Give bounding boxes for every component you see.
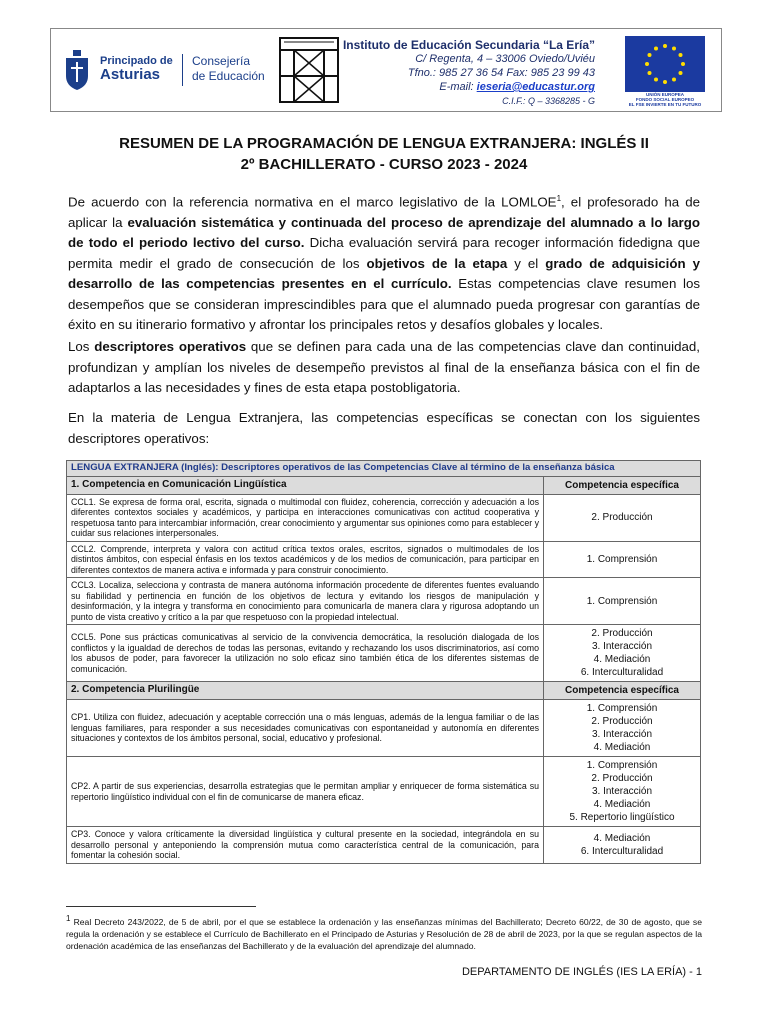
descriptor-cell xyxy=(67,625,544,682)
descriptor-cell xyxy=(67,700,544,757)
competencia-cell xyxy=(544,494,701,541)
table-row xyxy=(67,700,701,757)
descriptor-code: CCL3. xyxy=(71,580,96,590)
competencia-item: 4. Mediación xyxy=(593,799,651,810)
descriptor-cell xyxy=(67,541,544,578)
department-name: Consejería de Educación xyxy=(192,54,265,83)
descriptor-text: A partir de sus experiencias, desarrolla estrategias que le permitan ampliar y enriquecer de forma sistemática su repertorio lingüístico individual con el fin de comunicarse de manera eficaz. xyxy=(71,781,539,802)
competencia-item: 1. Comprensión xyxy=(586,703,658,714)
competencia-cell xyxy=(544,827,701,864)
table-row xyxy=(67,757,701,827)
descriptor-text: Localiza, selecciona y contrasta de manera autónoma información procedente de diferentes fuentes evaluando su fiabilidad y pertinencia en función de los objetivos de lectura y evitando los riesgos de manipulación y desinformación, y la integra y transforma en conocimiento para comunicarla de manera clara y rigurosa adoptando un punto de vista creativo y crítico a la par que respetuoso con la propiedad intelectual. xyxy=(71,580,539,622)
competencia-cell xyxy=(544,700,701,757)
descriptor-text: Se expresa de forma oral, escrita, signada o multimodal con fluidez, coherencia, corrección y adecuación a los diferentes contextos sociales y académicos, y participa en interacciones comunicativas con actitud cooperativa y respetuosa tanto para intercambiar información, crear conocimiento y argumentar sus opiniones como para establecer y cuidar sus relaciones interpersonales. xyxy=(71,496,539,538)
competencia-item: 3. Interacción xyxy=(591,729,653,740)
table-row xyxy=(67,578,701,625)
competencia-cell xyxy=(544,541,701,578)
competencia-cell xyxy=(544,578,701,625)
table-title: LENGUA EXTRANJERA (Inglés): Descriptores operativos de las Competencias Clave al término de la enseñanza básica xyxy=(67,461,701,477)
competencia-item: 1. Comprensión xyxy=(586,595,658,607)
column-header: Competencia específica xyxy=(544,682,701,700)
footnote-ref[interactable]: 1 xyxy=(556,194,562,203)
descriptor-code: CP2. xyxy=(71,781,91,791)
competencia-item: 2. Producción xyxy=(591,716,653,727)
school-address: C/ Regenta, 4 – 33006 Oviedo/Uviéu xyxy=(415,53,595,65)
descriptor-cell xyxy=(67,827,544,864)
table-title-row xyxy=(67,461,701,477)
table-row xyxy=(67,541,701,578)
descriptor-cell xyxy=(67,578,544,625)
eu-logo xyxy=(625,36,705,106)
descriptor-text: Conoce y valora críticamente la diversidad lingüística y cultural presente en la sociedad, integrándola en su desarrollo personal y anteponiendo la comprensión mutua como característica central de la comunicación, para fomentar la cohesión social. xyxy=(71,829,539,860)
descriptors-table xyxy=(66,460,701,864)
descriptor-code: CP1. xyxy=(71,712,91,723)
section-header-row xyxy=(67,682,701,700)
section-title-ccl: 1. Competencia en Comunicación Lingüística xyxy=(67,476,544,494)
asturias-crest-icon xyxy=(64,50,90,90)
school-info xyxy=(340,38,595,108)
asturias-logo xyxy=(64,48,272,94)
competencia-item: 1. Comprensión xyxy=(586,760,658,771)
competencia-item: 2. Producción xyxy=(591,628,653,639)
descriptor-text: Utiliza con fluidez, adecuación y aceptable corrección una o más lenguas, además de la lengua familiar o de las lenguas familiares, para responder a sus necesidades comunicativas con espontaneidad y autonomía en diferentes situaciones y contextos de los ámbitos personal, social, educativo y profesional. xyxy=(71,712,539,744)
competencia-cell xyxy=(544,625,701,682)
descriptor-cell xyxy=(67,494,544,541)
materia-paragraph: En la materia de Lengua Extranjera, las competencias específicas se conectan con los siguientes descriptores operativos: xyxy=(68,410,700,446)
competencia-item: 4. Mediación xyxy=(593,742,651,753)
table-row xyxy=(67,827,701,864)
school-name: Instituto de Educación Secundaria “La Ería” xyxy=(342,38,595,52)
competencia-item: 5. Repertorio lingüístico xyxy=(569,812,675,823)
page-footer: DEPARTAMENTO DE INGLÉS (IES LA ERÍA) - 1 xyxy=(461,966,702,978)
competencia-item: 4. Mediación xyxy=(593,832,651,844)
footnote-separator xyxy=(66,906,256,907)
intro-paragraph: De acuerdo con la referencia normativa en el marco legislativo de la LOMLOE$^1$, el profesorado ha de aplicar la evaluación sistemática y continuada del proceso de aprendizaje del alumnado a lo largo de todo el periodo lectivo del curso. Dicha evaluación servirá para recoger información fidedigna que permita medir el grado de consecución de los objetivos de la etapa y el grado de adquisición y desarrollo de las competencias presentes en el currículo. Estas competencias clave resumen los desempeños que se consideran imprescindibles para que el alumnado pueda progresar con garantías de éxito en su itinerario formativo y afrontar los principales retos y desafíos globales y locales. xyxy=(68,194,700,333)
eu-caption: UNIÓN EUROPEA FONDO SOCIAL EUROPEO EL FSE INVIERTE EN TU FUTURO xyxy=(628,92,702,107)
eu-flag-icon xyxy=(625,36,705,92)
competencia-item: 3. Interacción xyxy=(591,641,653,652)
school-email-line: E-mail: ieseria@educastur.org xyxy=(439,81,595,93)
table-row xyxy=(67,494,701,541)
table-row xyxy=(67,625,701,682)
school-email-link[interactable]: ieseria@educastur.org xyxy=(476,81,595,93)
competencia-item: 4. Mediación xyxy=(593,654,651,665)
logo-divider xyxy=(182,54,183,86)
descriptor-code: CCL2. xyxy=(71,543,96,554)
competencia-cell xyxy=(544,757,701,827)
competencia-item: 6. Interculturalidad xyxy=(580,667,664,678)
competencia-item: 2. Producción xyxy=(591,512,653,523)
school-building-icon xyxy=(278,36,340,104)
competencia-item: 6. Interculturalidad xyxy=(580,845,664,857)
descriptor-cell xyxy=(67,757,544,827)
descriptors-paragraph: Los descriptores operativos que se definen para cada una de las competencias clave dan continuidad, profundizan y amplían los niveles de desempeño previstos al final de la enseñanza básica con el fin de adaptarlos a las necesidades y fines de esta etapa postobligatoria. xyxy=(68,339,700,395)
competencia-item: 2. Producción xyxy=(591,773,653,784)
competencia-item: 1. Comprensión xyxy=(586,553,658,565)
doc-title-line1: RESUMEN DE LA PROGRAMACIÓN DE LENGUA EXTRANJERA: INGLÉS II xyxy=(119,135,649,152)
descriptor-text: Pone sus prácticas comunicativas al servicio de la convivencia democrática, la resolución dialogada de los conflictos y la igualdad de derechos de todas las personas, evitando y rechazando los usos discriminatorios, así como los abusos de poder, para favorecer la utilización no solo eficaz sino también ética de los diferentes sistemas de comunicación. xyxy=(71,632,540,674)
school-phone: Tfno.: 985 27 36 54 Fax: 985 23 99 43 xyxy=(407,67,595,79)
descriptor-code: CP3. xyxy=(71,829,91,839)
descriptor-code: CCL1. xyxy=(71,496,96,507)
descriptor-code: CCL5. xyxy=(71,632,96,642)
doc-title-line2: 2º BACHILLERATO - CURSO 2023 - 2024 xyxy=(240,156,528,173)
column-header: Competencia específica xyxy=(544,476,701,494)
section-title-cp: 2. Competencia Plurilingüe xyxy=(67,682,544,700)
descriptor-text: Comprende, interpreta y valora con actitud crítica textos orales, escritos, signados o multimodales de los distintos ámbitos, con especial énfasis en los textos académicos y de los medios de comunicación, para participar en diferentes contextos de manera activa e informada y para construir conocimiento. xyxy=(71,543,539,575)
school-cif: C.I.F.: Q – 3368285 - G xyxy=(502,96,595,106)
region-name: Principado de Asturias xyxy=(100,55,173,83)
section-header-row xyxy=(67,476,701,494)
competencia-item: 3. Interacción xyxy=(591,786,653,797)
footnote: $^1$ Real Decreto 243/2022, de 5 de abril, por el que se establece la ordenación y las enseñanzas mínimas del Bachillerato; Decreto 60/22, de 30 de agosto, que se regula la ordenación y se establece el Currículo de Bachillerato en el Principado de Asturias y Resolución de 28 de abril de 2023, por la que se regulan aspectos de la ordenación académica de las enseñanzas del Bachillerato y de la evaluación del aprendizaje del alumnado. xyxy=(66,914,702,951)
